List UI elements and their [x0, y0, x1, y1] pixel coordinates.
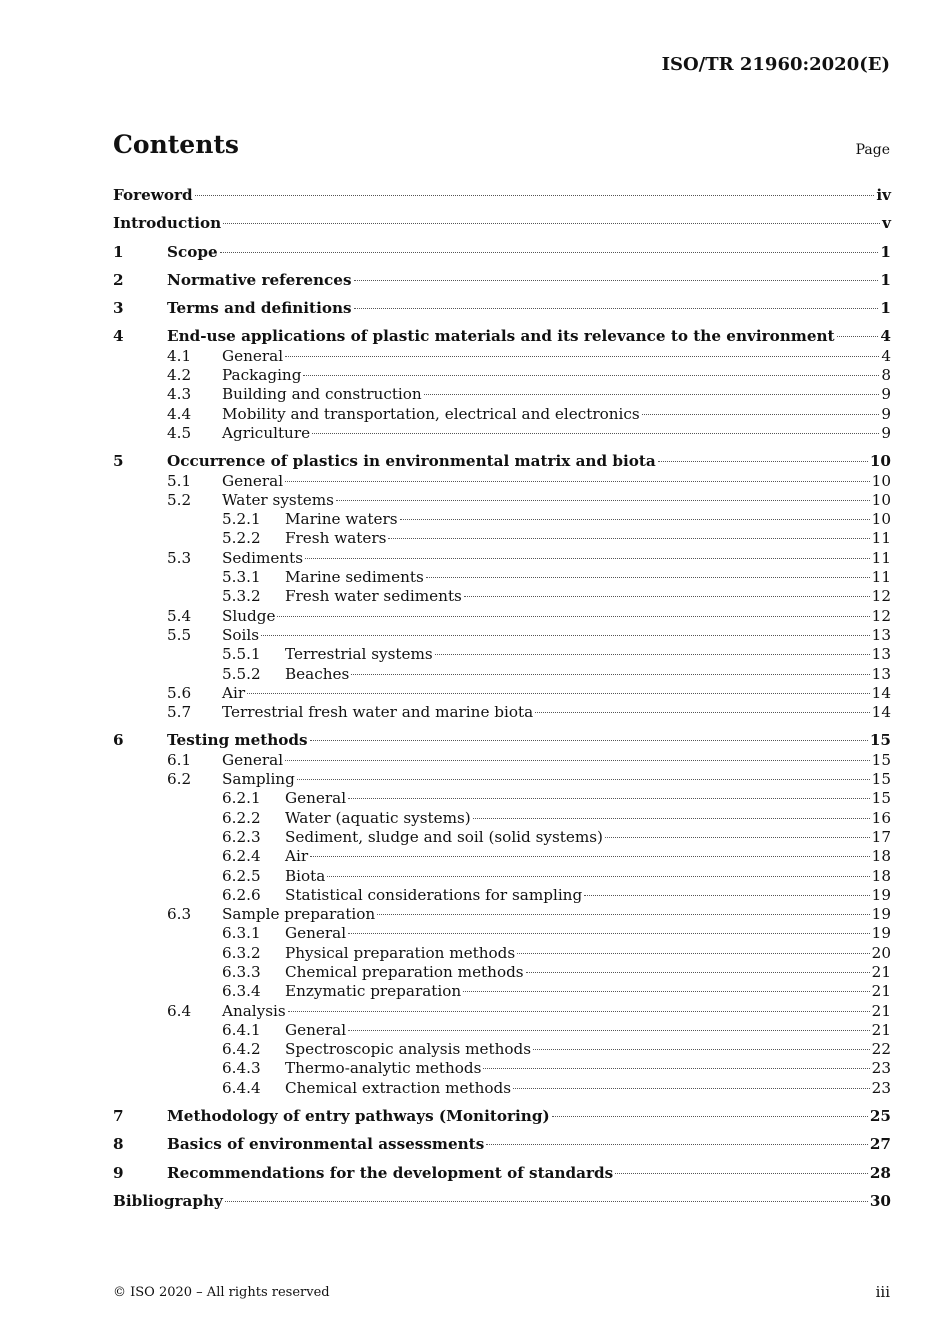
toc-entry-number: 4.5: [167, 423, 192, 442]
dot-leader: [584, 895, 869, 896]
dot-leader: [305, 558, 870, 559]
toc-entry-title: Scope: [167, 242, 218, 261]
toc-entry-number: 6.4.3: [222, 1059, 261, 1078]
toc-entry-page: 12: [871, 587, 891, 606]
toc-entry-page: 18: [871, 866, 891, 885]
toc-entry[interactable]: [113, 1021, 891, 1040]
toc-entry-title: Building and construction: [222, 385, 422, 404]
dot-leader: [348, 933, 870, 934]
toc-entry[interactable]: [113, 703, 891, 722]
toc-entry-title: General: [285, 924, 347, 943]
toc-entry-page: 19: [871, 905, 891, 924]
toc-entry[interactable]: [113, 963, 891, 982]
dot-leader: [435, 654, 870, 655]
toc-entry-page: 22: [871, 1040, 891, 1059]
dot-leader: [552, 1116, 868, 1117]
toc-entry-number: 6.4.2: [222, 1040, 261, 1059]
toc-entry-number: 9: [113, 1163, 124, 1182]
dot-leader: [351, 674, 869, 675]
toc-entry-title: Air: [285, 847, 309, 866]
dot-leader: [310, 856, 870, 857]
toc-entry-title: Packaging: [222, 366, 302, 385]
toc-entry-number: 6.1: [167, 750, 192, 769]
toc-entry[interactable]: [113, 751, 891, 770]
dot-leader: [605, 837, 870, 838]
toc-entry-page: 13: [871, 664, 891, 683]
dot-leader: [483, 1068, 869, 1069]
toc-entry-page: 15: [871, 789, 891, 808]
toc-entry[interactable]: [113, 214, 891, 233]
dot-leader: [285, 481, 870, 482]
toc-entry-page: 21: [871, 962, 891, 981]
toc-entry-title: Thermo-analytic methods: [285, 1059, 482, 1078]
dot-leader: [400, 519, 870, 520]
dot-leader: [658, 461, 868, 462]
page-number: iii: [875, 1283, 890, 1301]
dot-leader: [642, 414, 880, 415]
toc-entry-title: Sludge: [222, 606, 276, 625]
toc-entry[interactable]: [113, 424, 891, 443]
toc-entry[interactable]: [113, 607, 891, 626]
toc-entry-title: Analysis: [222, 1001, 286, 1020]
toc-entry-page: iv: [876, 186, 891, 204]
toc-entry-page: 19: [871, 924, 891, 943]
toc-entry-page: 14: [871, 703, 891, 722]
toc-entry[interactable]: [113, 867, 891, 886]
copyright-notice: © ISO 2020 – All rights reserved: [113, 1285, 330, 1300]
toc-entry-title: Terrestrial systems: [285, 645, 433, 664]
toc-entry-page: 19: [871, 885, 891, 904]
dot-leader: [261, 635, 870, 636]
toc-entry[interactable]: [113, 472, 891, 491]
toc-entry-title: Testing methods: [167, 731, 308, 750]
toc-entry-page: 30: [869, 1191, 891, 1210]
toc-entry-title: Occurrence of plastics in environmental matrix and biota: [167, 452, 656, 471]
dot-leader: [535, 712, 870, 713]
dot-leader: [336, 500, 870, 501]
toc-entry[interactable]: [113, 982, 891, 1001]
toc-entry-title: Methodology of entry pathways (Monitoring): [167, 1107, 550, 1126]
toc-entry-title: Water systems: [222, 490, 334, 509]
toc-entry[interactable]: [113, 731, 891, 750]
toc-entry[interactable]: [113, 1107, 891, 1126]
toc-entry-page: v: [882, 214, 891, 233]
toc-entry-number: 6.4.1: [222, 1020, 261, 1039]
toc-entry-number: 5.5: [167, 625, 192, 644]
toc-entry-number: 5.3.2: [222, 587, 261, 606]
toc-entry-page: 10: [871, 471, 891, 490]
dot-leader: [463, 991, 870, 992]
toc-entry-page: 4: [880, 327, 891, 346]
toc-entry[interactable]: [113, 1164, 891, 1183]
toc-entry-number: 5.5.2: [222, 664, 261, 683]
toc-entry-title: Physical preparation methods: [285, 943, 516, 962]
toc-entry[interactable]: [113, 491, 891, 510]
toc-entry-page: 10: [869, 452, 891, 471]
toc-entry[interactable]: [113, 405, 891, 424]
toc-entry[interactable]: [113, 626, 891, 645]
dot-leader: [247, 693, 870, 694]
toc-entry[interactable]: [113, 327, 891, 346]
toc-entry-page: 21: [871, 1020, 891, 1039]
toc-entry-title: Introduction: [113, 214, 222, 233]
dot-leader: [473, 818, 870, 819]
toc-entry-title: Basics of environmental assessments: [167, 1135, 485, 1154]
toc-entry-title: Chemical extraction methods: [285, 1078, 512, 1097]
toc-entry[interactable]: [113, 1135, 891, 1154]
dot-leader: [288, 1011, 870, 1012]
dot-leader: [225, 1201, 868, 1202]
toc-entry-number: 8: [113, 1135, 124, 1154]
toc-entry-title: Sediment, sludge and soil (solid systems): [285, 827, 603, 846]
dot-leader: [303, 375, 879, 376]
toc-entry-number: 6.3: [167, 905, 192, 924]
page-column-label: Page: [855, 142, 890, 158]
dot-leader: [354, 308, 879, 309]
toc-entry-title: Bibliography: [113, 1191, 223, 1210]
toc-entry-page: 15: [871, 770, 891, 789]
toc-entry-title: Statistical considerations for sampling: [285, 885, 583, 904]
toc-entry-number: 6.3.4: [222, 982, 261, 1001]
toc-entry-page: 17: [871, 827, 891, 846]
toc-entry-page: 28: [869, 1163, 891, 1182]
toc-entry-number: 5.3.1: [222, 568, 261, 587]
toc-entry-title: End-use applications of plastic materials and its relevance to the environment: [167, 327, 835, 346]
toc-entry-title: Terrestrial fresh water and marine biota: [222, 703, 534, 722]
dot-leader: [533, 1049, 870, 1050]
toc-entry[interactable]: [113, 789, 891, 808]
dot-leader: [285, 760, 870, 761]
toc-entry[interactable]: [113, 1192, 891, 1211]
toc-entry[interactable]: [113, 847, 891, 866]
toc-entry-title: Agriculture: [222, 423, 311, 442]
toc-entry[interactable]: [113, 1079, 891, 1098]
toc-entry-title: Normative references: [167, 270, 352, 289]
toc-entry-number: 5.1: [167, 471, 192, 490]
toc-entry-title: Sample preparation: [222, 905, 376, 924]
toc-entry-page: 11: [871, 529, 891, 548]
dot-leader: [388, 538, 869, 539]
toc-entry-title: Spectroscopic analysis methods: [285, 1040, 532, 1059]
toc-entry-number: 4: [113, 327, 124, 346]
toc-entry-title: Air: [222, 683, 246, 702]
dot-leader: [223, 223, 880, 224]
toc-entry-number: 6.3.3: [222, 962, 261, 981]
toc-entry-number: 5.5.1: [222, 645, 261, 664]
toc-entry[interactable]: [113, 587, 891, 606]
toc-entry-title: Water (aquatic systems): [285, 808, 471, 827]
toc-entry-page: 18: [871, 847, 891, 866]
toc-entry[interactable]: [113, 568, 891, 587]
toc-entry[interactable]: [113, 770, 891, 789]
dot-leader: [195, 195, 875, 196]
toc-entry-title: General: [222, 471, 284, 490]
dot-leader: [513, 1088, 870, 1089]
toc-entry[interactable]: [113, 645, 891, 664]
toc-entry-number: 4.1: [167, 346, 192, 365]
toc-entry-number: 5.2.1: [222, 510, 261, 529]
toc-entry-page: 15: [869, 731, 891, 750]
dot-leader: [348, 798, 870, 799]
toc-entry-title: Mobility and transportation, electrical and electronics: [222, 404, 640, 423]
toc-entry-page: 20: [871, 943, 891, 962]
toc-entry[interactable]: [113, 828, 891, 847]
toc-entry-title: Marine sediments: [285, 568, 424, 587]
toc-entry-page: 1: [880, 299, 891, 318]
toc-entry-title: Soils: [222, 625, 260, 644]
toc-entry-number: 6.4: [167, 1001, 192, 1020]
toc-entry-number: 2: [113, 270, 124, 289]
toc-entry-number: 6.2: [167, 770, 192, 789]
toc-entry[interactable]: [113, 271, 891, 290]
toc-entry-number: 6.4.4: [222, 1078, 261, 1097]
toc-entry-title: General: [222, 346, 284, 365]
toc-entry-page: 1: [880, 270, 891, 289]
toc-entry[interactable]: [113, 924, 891, 943]
toc-entry-number: 5: [113, 452, 124, 471]
toc-entry-number: 6.2.2: [222, 808, 261, 827]
toc-entry-number: 5.4: [167, 606, 192, 625]
toc-entry-title: General: [285, 789, 347, 808]
toc-entry-page: 13: [871, 625, 891, 644]
contents-heading: Contents: [113, 130, 240, 159]
dot-leader: [526, 972, 870, 973]
toc-entry-number: 4.4: [167, 404, 192, 423]
dot-leader: [297, 779, 870, 780]
dot-leader: [285, 356, 879, 357]
toc-entry-title: Fresh water sediments: [285, 587, 462, 606]
toc-entry[interactable]: [113, 385, 891, 404]
dot-leader: [312, 433, 879, 434]
toc-entry-number: 6.2.4: [222, 847, 261, 866]
toc-entry-page: 10: [871, 490, 891, 509]
toc-entry-number: 4.3: [167, 385, 192, 404]
dot-leader: [517, 953, 869, 954]
dot-leader: [424, 394, 880, 395]
toc-entry-page: 13: [871, 645, 891, 664]
dot-leader: [354, 280, 879, 281]
toc-entry[interactable]: [113, 944, 891, 963]
toc-entry[interactable]: [113, 905, 891, 924]
toc-entry[interactable]: [113, 1040, 891, 1059]
toc-entry-number: 6.2.5: [222, 866, 261, 885]
toc-entry-title: Sampling: [222, 770, 295, 789]
dot-leader: [464, 596, 870, 597]
toc-entry-title: Marine waters: [285, 510, 398, 529]
toc-entry-page: 11: [871, 568, 891, 587]
toc-entry-title: General: [222, 750, 284, 769]
toc-entry-number: 1: [113, 242, 124, 261]
toc-entry-page: 8: [881, 366, 891, 385]
dot-leader: [220, 252, 879, 253]
toc-entry-number: 6.2.6: [222, 885, 261, 904]
toc-entry-page: 15: [871, 750, 891, 769]
dot-leader: [327, 876, 869, 877]
toc-entry-title: Recommendations for the development of standards: [167, 1163, 614, 1182]
dot-leader: [377, 914, 869, 915]
toc-entry-title: Biota: [285, 866, 326, 885]
toc-entry[interactable]: [113, 529, 891, 548]
toc-entry-title: Beaches: [285, 664, 350, 683]
toc-entry-number: 6.3.1: [222, 924, 261, 943]
dot-leader: [426, 577, 870, 578]
toc-entry-page: 21: [871, 1001, 891, 1020]
toc-entry[interactable]: [113, 886, 891, 905]
toc-entry-number: 6.2.1: [222, 789, 261, 808]
toc-entry-page: 14: [871, 683, 891, 702]
toc-entry-page: 21: [871, 982, 891, 1001]
dot-leader: [310, 740, 868, 741]
toc-entry-page: 4: [881, 346, 891, 365]
toc-entry-page: 23: [871, 1078, 891, 1097]
toc-entry-title: Fresh waters: [285, 529, 387, 548]
toc-entry[interactable]: [113, 809, 891, 828]
toc-entry[interactable]: [113, 243, 891, 262]
toc-entry-page: 11: [871, 548, 891, 567]
dot-leader: [486, 1144, 868, 1145]
toc-entry-number: 5.2.2: [222, 529, 261, 548]
toc-entry-number: 4.2: [167, 366, 192, 385]
table-of-contents: [113, 186, 891, 1211]
dot-leader: [837, 336, 879, 337]
toc-entry-title: Foreword: [113, 186, 193, 204]
toc-entry[interactable]: [113, 347, 891, 366]
toc-entry[interactable]: [113, 299, 891, 318]
toc-entry-number: 6: [113, 731, 124, 750]
toc-entry-page: 23: [871, 1059, 891, 1078]
toc-entry-page: 9: [881, 385, 891, 404]
toc-entry-page: 16: [871, 808, 891, 827]
toc-entry-number: 3: [113, 299, 124, 318]
toc-entry-page: 27: [869, 1135, 891, 1154]
toc-entry-number: 7: [113, 1107, 124, 1126]
toc-entry-title: Sediments: [222, 548, 304, 567]
toc-entry[interactable]: [113, 1059, 891, 1078]
toc-entry-page: 9: [881, 423, 891, 442]
toc-entry-page: 25: [869, 1107, 891, 1126]
toc-entry-title: Terms and definitions: [167, 299, 352, 318]
toc-entry-number: 5.3: [167, 548, 192, 567]
toc-entry[interactable]: [113, 665, 891, 684]
toc-entry-number: 6.2.3: [222, 827, 261, 846]
dot-leader: [615, 1173, 868, 1174]
toc-entry-number: 5.2: [167, 490, 192, 509]
toc-entry[interactable]: [113, 186, 891, 205]
toc-entry-title: Chemical preparation methods: [285, 962, 524, 981]
dot-leader: [277, 616, 869, 617]
toc-entry-number: 6.3.2: [222, 943, 261, 962]
toc-entry[interactable]: [113, 684, 891, 703]
document-id: ISO/TR 21960:2020(E): [661, 54, 890, 75]
toc-entry[interactable]: [113, 1002, 891, 1021]
toc-entry-page: 10: [871, 510, 891, 529]
toc-entry-page: 9: [881, 404, 891, 423]
toc-entry[interactable]: [113, 510, 891, 529]
toc-entry-page: 1: [880, 242, 891, 261]
toc-entry[interactable]: [113, 366, 891, 385]
toc-entry-page: 12: [871, 606, 891, 625]
dot-leader: [348, 1030, 870, 1031]
toc-entry-number: 5.6: [167, 683, 192, 702]
toc-entry-title: General: [285, 1020, 347, 1039]
toc-entry-number: 5.7: [167, 703, 192, 722]
toc-entry[interactable]: [113, 549, 891, 568]
toc-entry[interactable]: [113, 452, 891, 471]
toc-entry-title: Enzymatic preparation: [285, 982, 462, 1001]
